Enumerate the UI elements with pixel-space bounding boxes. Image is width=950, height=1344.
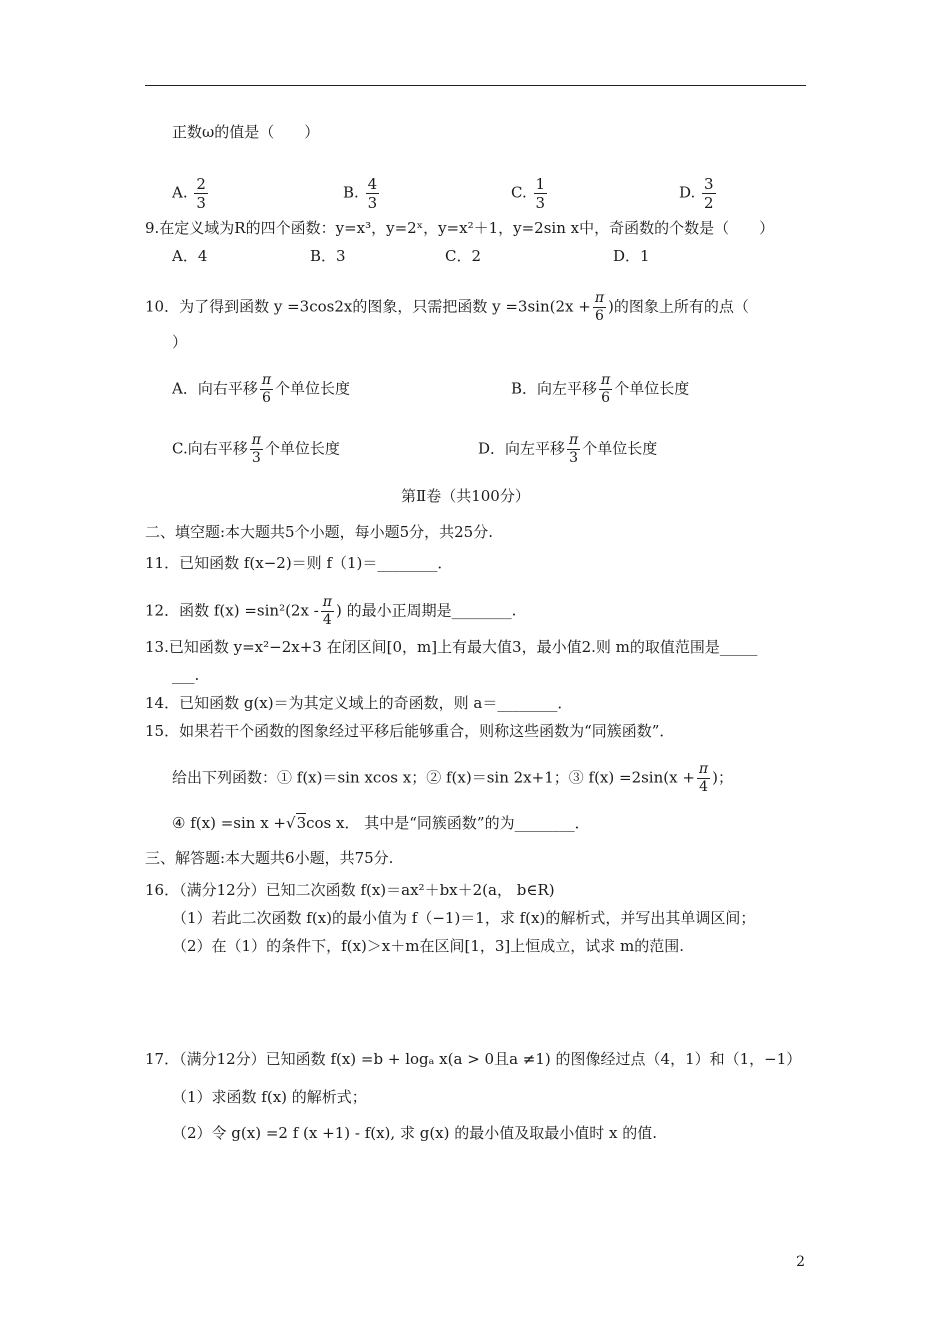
q15-line1: 15．如果若干个函数的图象经过平移后能够重合，则称这些函数为“同簇函数”． xyxy=(145,722,675,740)
section2-intro: 二、填空题:本大题共5个小题，每小题5分，共25分. xyxy=(145,523,493,541)
q9-option-d: D．1 xyxy=(613,247,650,265)
q10-option-d: D．向左平移 $\frac{\pi}{3}$ 个单位长度 xyxy=(478,432,658,466)
q10-stem-end: ） xyxy=(172,333,188,351)
q10-option-b: B．向左平移 $\frac{\pi}{6}$ 个单位长度 xyxy=(511,372,690,406)
q13-line1: 13.已知函数 y=x²−2x+3 在闭区间[0，m]上有最大值3，最小值2.则 m的取值范围是_____ xyxy=(145,638,758,656)
q15-line2: 给出下列函数：① f(x)＝sin xcos x；② f(x)＝sin 2x+1；③ f(x) =2sin(x + $\frac{\pi}{4}$ )； xyxy=(172,761,733,795)
q10-option-c: C.向右平移 $\frac{\pi}{3}$ 个单位长度 xyxy=(172,432,340,466)
q15-line3: ④ f(x) =sin x +√3cos x． 其中是“同簇函数”的为________． xyxy=(172,814,590,832)
q17-part1: （1）求函数 f(x) 的解析式； xyxy=(172,1088,367,1106)
q16-part2: （2）在（1）的条件下，f(x)＞x＋m在区间[1，3]上恒成立，试求 m的范围. xyxy=(172,937,685,955)
q8-option-c: C. $\frac{1}{3}$ xyxy=(511,175,546,212)
q8-option-d: D. $\frac{3}{2}$ xyxy=(679,175,714,212)
page-number: 2 xyxy=(796,1254,805,1270)
q10-option-a: A．向右平移 $\frac{\pi}{6}$ 个单位长度 xyxy=(172,372,351,406)
q12: 12．函数 f(x) =sin²(2x - $\frac{\pi}{4}$ ) 的最小正周期是________. xyxy=(145,594,517,628)
q8-tail-stem: 正数ω的值是（ ） xyxy=(172,123,320,141)
q17-stem: 17．（满分12分）已知函数 f(x) =b + logₐ x(a > 0且a ≠1) 的图像经过点（4，1）和（1，−1） xyxy=(145,1050,802,1068)
header-rule xyxy=(145,85,806,86)
q16-part1: （1）若此二次函数 f(x)的最小值为 f（−1)＝1，求 f(x)的解析式，并写出其单调区间； xyxy=(172,909,756,927)
section3-intro: 三、解答题:本大题共6小题，共75分. xyxy=(145,849,394,867)
section2-title: 第Ⅱ卷（共100分） xyxy=(401,487,530,505)
q17-part2: （2）令 g(x) =2 f (x +1) - f(x), 求 g(x) 的最小值及取最小值时 x 的值. xyxy=(172,1124,658,1142)
q14: 14．已知函数 g(x)＝为其定义域上的奇函数，则 a＝________． xyxy=(145,694,573,712)
q16-stem: 16．（满分12分）已知二次函数 f(x)＝ax²＋bx＋2(a， b∈R) xyxy=(145,881,555,899)
q13-line2: ___. xyxy=(172,666,200,684)
q8-option-b: B. $\frac{4}{3}$ xyxy=(343,175,378,212)
q11: 11．已知函数 f(x−2)＝则 f（1)＝________． xyxy=(145,554,453,572)
q10-stem: 10．为了得到函数 y =3cos2x的图象，只需把函数 y =3sin(2x + $\frac{\pi}{6}$ )的图象上所有的点（ xyxy=(145,290,749,324)
q9-stem: 9.在定义域为R的四个函数：y=x³，y=2ˣ，y=x²＋1，y=2sin x中，奇函数的个数是（ ） xyxy=(145,219,775,237)
q9-option-c: C．2 xyxy=(445,247,482,265)
q9-option-a: A．4 xyxy=(172,247,208,265)
q9-option-b: B．3 xyxy=(310,247,346,265)
q8-option-a: A. $\frac{2}{3}$ xyxy=(172,175,206,212)
